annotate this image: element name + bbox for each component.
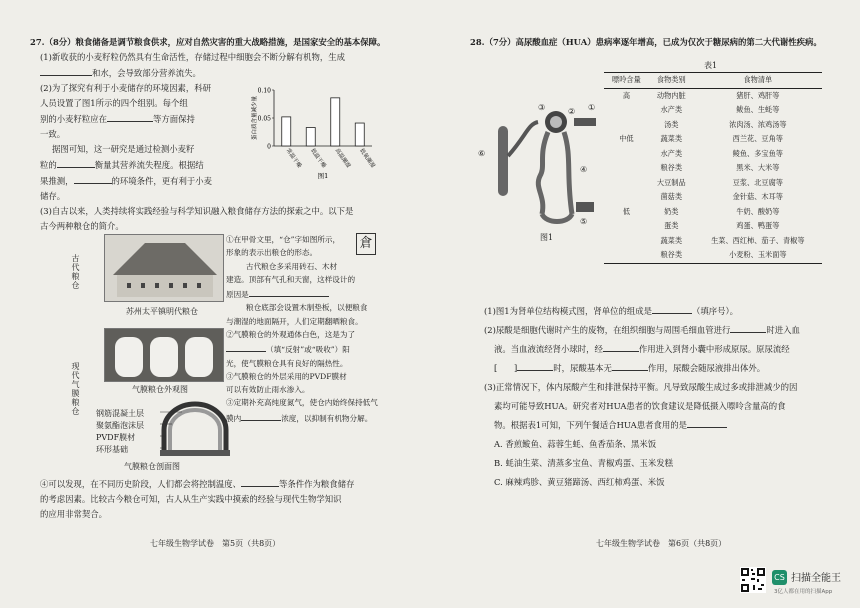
- table-row: [604, 118, 822, 133]
- q28-2-b: 液。当血液流经肾小球时，经: [494, 344, 603, 354]
- blank-q27-2b[interactable]: [57, 157, 95, 168]
- bar: [331, 98, 340, 146]
- layer4-label: 环形基础: [96, 445, 128, 454]
- q27-1-text: (1)新收获的小麦籽粒仍然具有生命活性，存储过程中细胞会不断分解有机物，生成: [40, 52, 345, 62]
- item3-a: ③定期补充高纯度氮气，使仓内始终保持低气: [226, 398, 378, 408]
- row-level: [604, 118, 649, 133]
- q28-1: (1)图1为肾单位结构模式图，肾单位的组成是: [484, 306, 652, 316]
- q28-2-c: [ ]: [494, 363, 518, 373]
- table-row: [604, 132, 822, 147]
- item2-d: ③气膜粮仓的外层采用的PVDF膜材: [226, 371, 347, 381]
- right-footer: 七年级生物学试卷 第6页（共8页）: [596, 539, 727, 548]
- brand-name: 扫描全能王: [791, 573, 841, 584]
- blank-item1[interactable]: [249, 286, 329, 297]
- y-tick-label: 0: [267, 143, 271, 151]
- row-category: 蔬菜类: [660, 134, 683, 144]
- blank-q27-2c[interactable]: [74, 173, 112, 184]
- layer1-label: 钢筋混凝土层: [96, 409, 144, 418]
- row-list: 鲅鱼、生蚝等: [736, 105, 780, 115]
- q28-3-a: (3)正常情况下，体内尿酸产生和排泄保持平衡。凡导致尿酸生成过多或排泄减少的因: [484, 382, 798, 392]
- table-row: [604, 248, 822, 263]
- label-4: ④: [580, 165, 588, 174]
- row-level: [604, 248, 649, 263]
- item2-e: 可以有效防止雨水渗入。: [226, 385, 310, 395]
- table-row: [604, 88, 822, 103]
- row-category: 粮谷类: [649, 248, 694, 263]
- oracle-cang-char: 倉: [356, 233, 376, 255]
- row-list: 牛奶、酸奶等: [736, 206, 780, 216]
- row-category: 粮谷类: [660, 163, 683, 173]
- figure1-bar-chart: [250, 86, 380, 181]
- row-category: 水产类: [660, 148, 683, 158]
- q27-4: [30, 476, 390, 522]
- item1-e: 原因是: [226, 290, 249, 300]
- chart-title: 图1: [317, 172, 329, 180]
- row-level: [604, 190, 649, 205]
- q28-body: [484, 302, 844, 492]
- table-row: [604, 205, 822, 220]
- left-footer: 七年级生物学试卷 第5页（共8页）: [150, 539, 281, 548]
- blank-q28-2a[interactable]: [730, 322, 766, 333]
- q28-3-c: 物。根据表1可知，下列午餐适合HUA患者食用的是: [494, 420, 687, 430]
- q27-2-line7b: 的环境条件，更有利于小麦: [111, 176, 212, 186]
- ancient-granary-label: 古代粮仓: [71, 254, 80, 290]
- row-level: [604, 161, 649, 176]
- th-list: 食物清单: [694, 73, 822, 89]
- q27-2-line6: 粒的: [40, 160, 57, 170]
- blank-q27-1[interactable]: [40, 65, 92, 76]
- row-level: [604, 147, 649, 162]
- exterior-caption: 气膜粮仓外观图: [132, 385, 188, 394]
- y-tick-label: 0.10: [257, 87, 271, 95]
- q27-2-line2: 人员设置了图1所示的四个组别。每个组: [40, 98, 188, 108]
- ancient-granary-photo: [104, 234, 224, 302]
- option-b[interactable]: B. 蚝油生菜、清蒸多宝鱼、青椒鸡蛋、玉米发糕: [494, 458, 673, 468]
- section-caption: 气膜粮仓剖面图: [124, 462, 180, 471]
- q27-2-line7: 果推测，: [40, 176, 74, 186]
- label-6: ⑥: [478, 149, 486, 158]
- q27-3-line1: (3)自古以来，人类持续将实践经验与科学知识融入粮食储存方法的探索之中。以下是: [40, 206, 354, 216]
- bar: [282, 117, 291, 146]
- q27-2-line4: 一致。: [40, 129, 66, 139]
- table-row: [604, 219, 822, 234]
- table-row: [604, 234, 822, 249]
- row-list: 鲮鱼、多宝鱼等: [732, 148, 783, 158]
- right-page: [470, 35, 830, 50]
- th-level: 嘌呤含量: [604, 73, 649, 89]
- row-list: 西兰花、豆角等: [732, 134, 783, 144]
- q27-4-a: ④可以发现，在不同历史阶段，人们都会将控制温度、: [40, 479, 241, 489]
- brand-tagline: 3亿人都在用的扫描App: [774, 589, 833, 595]
- row-level: [604, 234, 649, 249]
- blank-q27-2a[interactable]: [107, 111, 153, 122]
- q27-1-text-b: 和水，会导致部分营养流失。: [92, 68, 201, 78]
- row-category: 蛋类: [664, 221, 679, 231]
- q28-2-c3: 作用，尿酸会随尿液排出体外。: [647, 363, 766, 373]
- item1-g: 与潮湿的地面隔开，人们定期翻晒粮食。: [226, 316, 363, 326]
- row-list: 浓肉汤、浓鸡汤等: [729, 119, 787, 129]
- q28-1b: （填序号）。: [691, 306, 739, 316]
- item1-f: 粮仓底部会设置木制垫板，以便粮食: [246, 303, 368, 313]
- label-2: ②: [568, 107, 576, 116]
- purine-table: [604, 72, 822, 264]
- row-level: [604, 219, 649, 234]
- row-list: 鸡蛋、鸭蛋等: [736, 221, 780, 231]
- blank-q28-2c[interactable]: [517, 360, 553, 371]
- row-category: 菌菇类: [660, 192, 683, 202]
- item2-b: （填“反射”或“吸收”）阳: [266, 345, 350, 355]
- q27-4-c: 的考虑因素。比较古今粮仓可知，古人从生产实践中摸索的经验与现代生物学知识: [40, 494, 342, 504]
- table-row: [604, 147, 822, 162]
- table-title: 表1: [704, 61, 718, 70]
- row-list: 生菜、西红柿、茄子、青椒等: [711, 235, 805, 245]
- row-level: 高: [622, 90, 631, 100]
- ancient-caption: 苏州太平镇明代粮仓: [126, 307, 198, 316]
- item1-a: ①在甲骨文里，“仓”字如图所示，: [226, 235, 341, 244]
- q28-2-b2: 作用进入到肾小囊中形成原尿。原尿流经: [638, 344, 790, 354]
- row-level: [604, 176, 649, 191]
- blank-q28-2d[interactable]: [612, 360, 648, 371]
- layer3-label: PVDF膜材: [96, 433, 136, 442]
- q28-2-a: (2)尿酸是细胞代谢时产生的废物，在组织细胞与周围毛细血管进行: [484, 325, 731, 335]
- y-tick-label: 0.05: [257, 115, 271, 123]
- q27-2-line3b: 等方面保持: [153, 114, 195, 124]
- table-row: [604, 103, 822, 118]
- row-list: 黑米、大米等: [736, 163, 780, 173]
- label-5: ⑤: [580, 217, 588, 226]
- item3-b: 膜内: [226, 413, 242, 423]
- bar: [355, 123, 364, 146]
- row-list: 金针菇、木耳等: [732, 192, 783, 202]
- row-category: 蔬菜类: [660, 235, 683, 245]
- label-1: ①: [588, 103, 596, 112]
- blank-q27-4[interactable]: [241, 476, 279, 487]
- row-category: 汤类: [664, 119, 679, 129]
- table-row: [604, 176, 822, 191]
- x-tick-label: 高温潮湿: [333, 147, 352, 170]
- item1-b: 形象的表示出粮仓的形态。: [226, 248, 318, 258]
- row-list: 豆浆、北豆腐等: [732, 177, 783, 187]
- table-row: [604, 161, 822, 176]
- x-tick-label: 低氧潮湿: [358, 147, 376, 170]
- nephron-fig-label: 图1: [540, 233, 554, 242]
- q27-2-line6b: 衡量其营养流失程度。根据结: [94, 160, 204, 170]
- nephron-diagram: [476, 96, 602, 236]
- row-list: 猪肝、鸡肝等: [736, 90, 780, 100]
- q27-2-line3: 别的小麦籽粒应在: [40, 114, 107, 124]
- blank-q28-1[interactable]: [652, 303, 692, 314]
- q27-title: 27.（8分）粮食储备是调节粮食供求，应对自然灾害的重大战略措施，是国家安全的基本保障。: [30, 37, 386, 47]
- blank-item2[interactable]: [226, 341, 266, 352]
- item2-c: 光，使气膜粮仓具有良好的隔热性。: [226, 358, 348, 368]
- blank-q28-3[interactable]: [687, 417, 727, 428]
- table-row: [604, 190, 822, 205]
- row-category: 大豆制品: [656, 177, 686, 187]
- airfilm-exterior-photo: [104, 328, 224, 382]
- x-tick-label: 常温干燥: [284, 147, 303, 170]
- row-level: 低: [622, 206, 631, 216]
- row-level: 中低: [619, 134, 634, 144]
- airfilm-section-diagram: [160, 400, 230, 456]
- q28-title: 28.（7分）高尿酸血症（HUA）患病率逐年增高，已成为仅次于糖尿病的第二大代谢性疾病。: [470, 37, 822, 47]
- y-axis-label: 蛋白质含量减少量: [252, 95, 258, 141]
- qr-code-icon: [740, 567, 766, 593]
- bar: [306, 128, 315, 146]
- option-c[interactable]: C. 麻辣鸡胗、黄豆猪蹄汤、西红柿鸡蛋、米饭: [494, 477, 665, 487]
- row-list: 小麦粉、玉米面等: [694, 248, 822, 263]
- q27-2-line8: 储存。: [40, 191, 66, 201]
- blank-item3[interactable]: [241, 410, 281, 421]
- blank-q28-2b[interactable]: [603, 341, 639, 352]
- q27-4-b: 等条件作为粮食储存: [279, 479, 355, 489]
- row-category: 水产类: [660, 105, 683, 115]
- x-tick-label: 低温干燥: [309, 147, 327, 170]
- item1-c: 古代粮仓多采用砖石、木材: [246, 261, 338, 271]
- row-level: [604, 103, 649, 118]
- q28-3-b: 素均可能导致HUA。研究者对HUA患者的饮食建议是降低摄入嘌呤含量高的食: [494, 401, 786, 411]
- q28-2-c2: 时，尿酸基本无: [553, 363, 612, 373]
- item2-a: ②气膜粮仓的外观通体白色，这是为了: [226, 330, 356, 339]
- camscanner-logo-icon: CS: [772, 570, 787, 585]
- q27-2-line5: 据图可知，这一研究是通过检测小麦籽: [52, 144, 195, 154]
- row-category: 奶类: [664, 206, 679, 216]
- modern-text: [226, 328, 378, 425]
- th-category: 食物类别: [649, 73, 694, 89]
- q28-2-a2: 时进入血: [766, 325, 800, 335]
- item3-c: 浓度，以抑制有机物分解。: [281, 413, 373, 423]
- q27-4-d: 的应用非常契合。: [40, 509, 107, 519]
- q27-3-line2: 古今两种粮仓的简介。: [40, 221, 124, 231]
- item1-d: 建造。顶部有气孔和天窗，这样设计的: [226, 274, 356, 284]
- q27-2-line1: (2)为了探究有利于小麦储存的环境因素，科研: [40, 83, 211, 93]
- label-3: ③: [538, 103, 546, 112]
- ancient-text: [226, 233, 366, 328]
- modern-granary-label: 现代气膜粮仓: [71, 362, 80, 416]
- option-a[interactable]: A. 香煎鲅鱼、蒜蓉生蚝、鱼香茄条、黑米饭: [494, 439, 657, 449]
- layer2-label: 聚氨酯泡沫层: [96, 421, 144, 430]
- row-category: 动物内脏: [656, 90, 686, 100]
